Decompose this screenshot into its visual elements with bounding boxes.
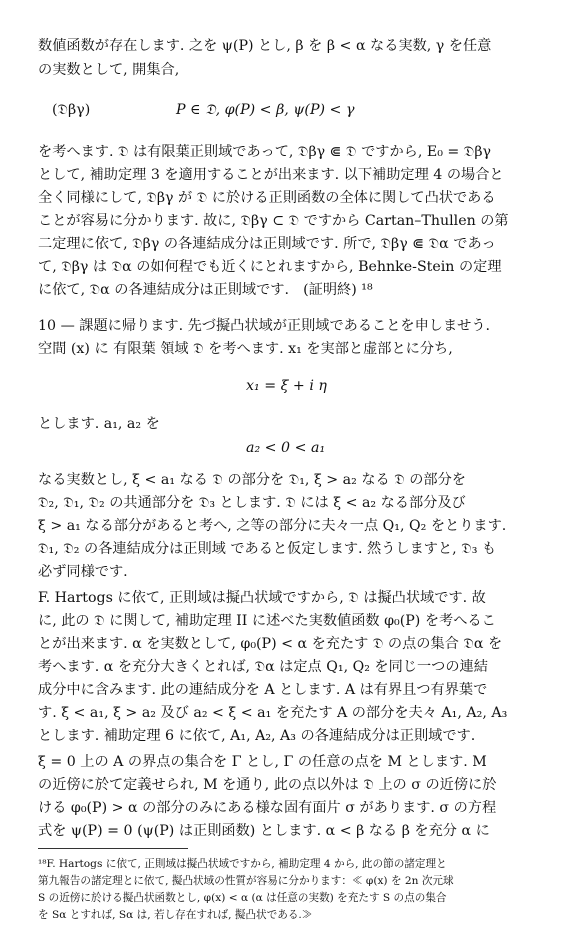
footnote-rule: [38, 848, 188, 849]
footnote-line: 第九報告の諸定理とに依て, 擬凸状域の性質が容易に分かります：≪ φ(x) を 2n 次元球: [38, 875, 454, 887]
body-line: とが出来ます. α を実数として, φ₀(P) < α を充たす 𝔇 の点の集合 𝔇α を: [38, 636, 503, 652]
body-line: 数値函数が存在します. 之を ψ(P) とし, β を β < α なる実数, γ を任意: [38, 38, 492, 54]
footnote-line: を Sα とすれば, Sα は, 若し存在すれば, 擬凸状である.≫: [38, 909, 313, 921]
body-line: 空間 (x) に 有限葉 領域 𝔇 を考へます. x₁ を実部と虚部とに分ち,: [38, 341, 453, 357]
body-line: 成分中に含みます. 此の連結成分を A とします. A は有界且つ有界葉で: [38, 682, 488, 698]
footnote-line: ¹⁸F. Hartogs に依て, 正則域は擬凸状域ですから, 補助定理 4 から, 此の節の諸定理と: [38, 858, 447, 870]
body-line: として, 補助定理 3 を適用することが出来ます. 以下補助定理 4 の場合と: [38, 167, 504, 183]
body-line: て, 𝔇βγ は 𝔇α の如何程でも近くにとれますから, Behnke-Stein の定理: [38, 259, 502, 275]
body-line: 二定理に依て, 𝔇βγ の各連結成分は正則域です. 所で, 𝔇βγ ⋐ 𝔇α であっ: [38, 236, 496, 252]
body-line: 必ず同様です.: [38, 564, 128, 580]
equation-label: (𝔇βγ): [52, 102, 91, 118]
body-line: とします. 補助定理 6 に依て, A₁, A₂, A₃ の各連結成分は正則域です.: [38, 728, 476, 744]
section-heading-line: 10 — 課題に帰ります. 先づ擬凸状域が正則域であることを申しませう.: [38, 318, 491, 334]
body-line: に, 此の 𝔇 に関して, 補助定理 II に述べた実数値函数 φ₀(P) を考へるこ: [38, 613, 496, 629]
body-line: ξ > a₁ なる部分があると考へ, 之等の部分に夫々一点 Q₁, Q₂ をとります.: [38, 518, 507, 534]
body-line: 𝔇₂, 𝔇₁, 𝔇₂ の共通部分を 𝔇₃ とします. 𝔇 には ξ < a₂ なる部分及び: [38, 495, 466, 511]
body-line: の近傍に於て定義せられ, M を通り, 此の点以外は 𝔇 上の σ の近傍に於: [38, 777, 497, 793]
body-line: 考へます. α を充分大きくとれば, 𝔇α は定点 Q₁, Q₂ を同じ一つの連結: [38, 659, 488, 675]
body-line: ける φ₀(P) > α の部分のみにある様な固有面片 σ があります. σ の方程: [38, 800, 497, 816]
body-line: 全く同様にして, 𝔇βγ が 𝔇 に於ける正則函数の全体に関して凸状である: [38, 190, 496, 206]
a-inequality: a₂ < 0 < a₁: [246, 440, 326, 456]
x1-equation: x₁ = ξ + i η: [246, 378, 327, 394]
body-line: す. ξ < a₁, ξ > a₂ 及び a₂ < ξ < a₁ を充たす A の部分を夫々 A₁, A₂, A₃: [38, 705, 508, 721]
body-line: なる実数とし, ξ < a₁ なる 𝔇 の部分を 𝔇₁, ξ > a₂ なる 𝔇 の部分を: [38, 472, 466, 488]
body-line: F. Hartogs に依て, 正則域は擬凸状域ですから, 𝔇 は擬凸状域です. 故: [38, 590, 486, 606]
body-line: を考へます. 𝔇 は有限葉正則域であって, 𝔇βγ ⋐ 𝔇 ですから, E₀ = 𝔇βγ: [38, 144, 492, 160]
body-line: の実数として, 開集合,: [38, 62, 180, 78]
body-line: 𝔇₁, 𝔇₂ の各連結成分は正則域 であると仮定します. 然うしますと, 𝔇₃ も: [38, 541, 497, 557]
set-equation: P ∈ 𝔇, φ(P) < β, ψ(P) < γ: [176, 102, 355, 118]
footnote-line: S の近傍に於ける擬凸状函数とし, φ(x) < α (α は任意の実数) を充たす S の点の集合: [38, 892, 447, 904]
body-line: 式を ψ(P) = 0 (ψ(P) は正則函数) とします. α < β なる β を充分 α に: [38, 823, 490, 839]
body-line: ことが容易に分かります. 故に, 𝔇βγ ⊂ 𝔇 ですから Cartan–Thullen の第: [38, 213, 509, 229]
body-line: ξ = 0 上の A の界点の集合を Γ とし, Γ の任意の点を M とします. M: [38, 754, 487, 770]
body-line: に依て, 𝔇α の各連結成分は正則域です. (証明終) ¹⁸: [38, 282, 373, 298]
body-line: とします. a₁, a₂ を: [38, 416, 160, 432]
